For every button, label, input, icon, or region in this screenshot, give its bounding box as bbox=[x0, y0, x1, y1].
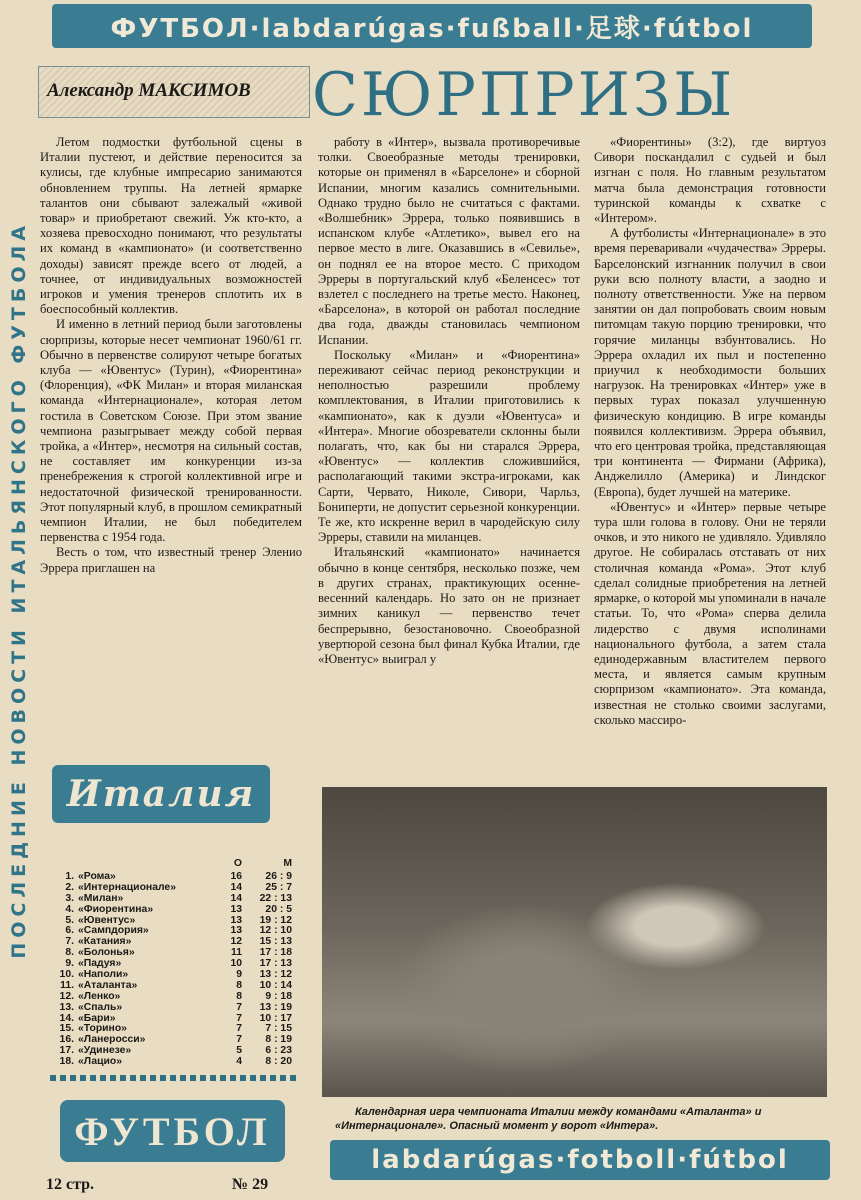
standings-pos: 4. bbox=[65, 903, 74, 915]
standings-team: «Торино» bbox=[78, 1023, 127, 1035]
standings-pts: 7 bbox=[236, 1001, 242, 1013]
standings-goals: 10 : 17 bbox=[259, 1012, 292, 1024]
paragraph: И именно в летний период были заготовлены сюрпризы, которые несет чемпионат 1960/61 гг. Обычно в первенстве солируют четыре богатых клуба — «Ювентус» (Турин), «Фиорентина» (Флоренция), «ФК Милан» и вторая миланская команда «Интернационале», которая летом гостила в Советском Союзе. При этом звание чемпиона разыгрывает между собой первая тройка, а «Интер», несмотря на сильный состав, не составляет им конкуренции из-за пренебрежения к строгой коллективной игре и недостаточной физической тренированности. Этот популярный клуб, в прошлом семикратный чемпион Италии, не был победителем первенства с 1954 года. bbox=[40, 317, 302, 545]
article-column-1 bbox=[40, 135, 302, 735]
standings-team: «Удинезе» bbox=[78, 1045, 132, 1057]
standings-pos: 9. bbox=[65, 958, 74, 970]
table-row bbox=[50, 1057, 300, 1068]
standings-goals: 19 : 12 bbox=[259, 914, 292, 926]
paragraph: Летом подмостки футбольной сцены в Италии пустеют, и действие переносится за кулисы, где клубные импресарио занимаются обновлением труппы. На летней ярмарке талантов они сбывают залежалый «живой товар» и приобретают свежий. Уж кто-кто, а хозяева превосходно понимают, что результаты их команд в «кампионато» (и соответственно доходы) зависят прежде всего от людей, а точнее, от индивидуальных возможностей игроков и умения тренеров сплотить их в боеспособный коллектив. bbox=[40, 135, 302, 317]
standings-team: «Ленко» bbox=[78, 990, 121, 1002]
standings-pos: 2. bbox=[65, 881, 74, 893]
standings-goals: 17 : 13 bbox=[259, 958, 292, 970]
standings-pts: 16 bbox=[230, 871, 242, 882]
article-author: Александр МАКСИМОВ bbox=[47, 80, 251, 101]
points-column-header: О bbox=[233, 858, 242, 869]
standings-pos: 6. bbox=[65, 925, 74, 937]
standings-goals: 6 : 23 bbox=[265, 1045, 292, 1057]
standings-pts: 8 bbox=[236, 979, 242, 991]
issue-number: № 29 bbox=[232, 1176, 269, 1193]
standings-team: «Ланеросси» bbox=[78, 1034, 146, 1046]
paragraph: Весть о том, что известный тренер Эленио Эррера приглашен на bbox=[40, 545, 302, 575]
standings-goals: 25 : 7 bbox=[265, 881, 292, 893]
paragraph: Поскольку «Милан» и «Фиорентина» переживают сейчас период реконструкции и неполностью разрешили проблему комплектования, в Италии приготовились к «кампионато», как к дуэли «Ювентуса» и «Интера». Многие обозреватели склонны были полагать, что, как бы ни старался Эррера, «Ювентус» — коллектив сложившийся, располагающий такими экстра-игроками, как Сарти, Червато, Николе, Сивори, Чарльз, Бониперти, не допустит серьезной конкуренции. Те же, кто искренне верил в чародейскую силу Эрреры, ставили на миланцев. bbox=[318, 347, 580, 545]
standings-pts: 7 bbox=[236, 1034, 242, 1046]
standings-pos: 18. bbox=[59, 1056, 74, 1068]
standings-goals: 9 : 18 bbox=[265, 990, 292, 1002]
standings-pts: 10 bbox=[230, 958, 242, 970]
standings-table bbox=[50, 858, 300, 1068]
standings-pts: 4 bbox=[236, 1056, 242, 1068]
standings-pts: 13 bbox=[230, 903, 242, 915]
standings-pts: 14 bbox=[230, 892, 242, 904]
photo-caption: Календарная игра чемпионата Италии между командами «Аталанта» и «Интернационале». Опасный момент у ворот «Интера». bbox=[335, 1106, 762, 1132]
standings-pts: 7 bbox=[236, 1023, 242, 1035]
standings-pos: 16. bbox=[59, 1034, 74, 1046]
standings-pts: 5 bbox=[236, 1045, 242, 1057]
standings-goals: 7 : 15 bbox=[265, 1023, 292, 1035]
standings-team: «Фиорентина» bbox=[78, 903, 154, 915]
standings-pts: 9 bbox=[236, 969, 242, 981]
page-number: 12 стр. bbox=[46, 1176, 95, 1193]
standings-team: «Сампдория» bbox=[78, 925, 149, 937]
article-column-2 bbox=[318, 135, 580, 775]
standings-team: «Ювентус» bbox=[78, 914, 136, 926]
football-magazine-logo: ФУТБОЛ bbox=[60, 1100, 285, 1162]
standings-pts: 14 bbox=[230, 881, 242, 893]
standings-team: «Интернационале» bbox=[78, 881, 176, 893]
standings-goals: 13 : 19 bbox=[259, 1001, 292, 1013]
goals-column-header: М bbox=[283, 858, 292, 869]
standings-goals: 15 : 13 bbox=[259, 936, 292, 948]
standings-goals: 13 : 12 bbox=[259, 969, 292, 981]
standings-team: «Наполи» bbox=[78, 969, 129, 981]
standings-pos: 13. bbox=[59, 1001, 74, 1013]
decorative-divider bbox=[50, 1075, 300, 1081]
standings-goals: 8 : 20 bbox=[265, 1056, 292, 1068]
standings-team: «Рома» bbox=[78, 871, 116, 882]
standings-goals: 8 : 19 bbox=[265, 1034, 292, 1046]
standings-team: «Катания» bbox=[78, 936, 132, 948]
standings-pts: 12 bbox=[230, 936, 242, 948]
standings-goals: 26 : 9 bbox=[265, 871, 292, 882]
standings-pos: 15. bbox=[59, 1023, 74, 1035]
standings-rows bbox=[50, 872, 300, 1068]
standings-goals: 20 : 5 bbox=[265, 903, 292, 915]
standings-pts: 13 bbox=[230, 914, 242, 926]
table-row bbox=[50, 1003, 300, 1014]
standings-team: «Болонья» bbox=[78, 947, 135, 959]
standings-pos: 17. bbox=[59, 1045, 74, 1057]
author-box bbox=[38, 66, 310, 118]
standings-pts: 13 bbox=[230, 925, 242, 937]
standings-pos: 3. bbox=[65, 892, 74, 904]
side-rubric-text: ПОСЛЕДНИЕ НОВОСТИ ИТАЛЬЯНСКОГО ФУТБОЛА bbox=[8, 221, 30, 959]
standings-pos: 10. bbox=[59, 969, 74, 981]
paragraph: «Ювентус» и «Интер» первые четыре тура шли голова в голову. Они не теряли очков, и это никого не удивляло. Удивляло другое. Не собиралась отставать от них столичная команда «Рома». Этот клуб сделал солидные приобретения на летней ярмарке, о которой мы упоминали в начале статьи. То, что «Рома» сперва делила лидерство с двумя исполинами национального футбола, а затем стала единодержавным властителем первого места, и является самым крупным сюрпризом «кампионато». Эта команда, известная не столько своими заслугами, сколько массиро- bbox=[594, 499, 826, 727]
standings-goals: 10 : 14 bbox=[259, 979, 292, 991]
standings-pos: 7. bbox=[65, 936, 74, 948]
bottom-language-banner: labdarúgas·fotboll·fútbol bbox=[330, 1140, 830, 1180]
standings-pos: 14. bbox=[59, 1012, 74, 1024]
standings-team: «Спаль» bbox=[78, 1001, 123, 1013]
multilingual-football-banner: ФУТБОЛ·labdarúgas·fußball·足球·fútbol bbox=[52, 4, 812, 48]
standings-goals: 17 : 18 bbox=[259, 947, 292, 959]
side-rubric bbox=[6, 95, 32, 1085]
match-photo bbox=[322, 787, 827, 1097]
standings-team: «Падуя» bbox=[78, 958, 122, 970]
standings-pts: 11 bbox=[231, 947, 242, 959]
table-row bbox=[50, 905, 300, 916]
standings-goals: 22 : 13 bbox=[259, 892, 292, 904]
standings-pos: 12. bbox=[59, 990, 74, 1002]
standings-pos: 1. bbox=[65, 871, 74, 882]
standings-pos: 5. bbox=[65, 914, 74, 926]
standings-heading: Италия bbox=[52, 765, 270, 823]
standings-team: «Бари» bbox=[78, 1012, 116, 1024]
paragraph: Итальянский «кампионато» начинается обычно в конце сентября, несколько позже, чем в других странах, практикующих осенне-весенний календарь. Но зато он не признает зимних каникул — первенство течет беспрерывно, безостановочно. Своеобразной увертюрой сезона был финал Кубка Италии, где «Ювентус» выиграл у bbox=[318, 545, 580, 666]
paragraph: А футболисты «Интернационале» в это время переваривали «чудачества» Эрреры. Барселонский изгнанник получил в свои руки всю полноту власти, а заодно и полноту ответственности. Уже на первом занятии он дал попробовать своим новым питомцам такую порцию тренировки, что горячие миланцы взбунтовались. Но Эррера охладил их пыл и постепенно приучил к необходимости больших нагрузок. На тренировках «Интер» уже в первых турах показал улучшенную физическую кондицию. В игре команды появился коллективизм. Эррера объявил, что его центровая тройка, представляющая три континента — Фирмани (Африка), Анджелилло (Америка) и Линдског (Европа), будет лучшей на материке. bbox=[594, 226, 826, 499]
standings-team: «Милан» bbox=[78, 892, 124, 904]
standings-pts: 8 bbox=[236, 990, 242, 1002]
standings-goals: 12 : 10 bbox=[259, 925, 292, 937]
standings-pos: 8. bbox=[65, 947, 74, 959]
article-title: СЮРПРИЗЫ bbox=[312, 60, 736, 130]
paragraph: «Фиорентины» (3:2), где виртуоз Сивори поскандалил с судьей и был изгнан с поля. Но главным результатом матча была демонстрация готовности туринской команды к схватке с «Интером». bbox=[594, 135, 826, 226]
standings-team: «Аталанта» bbox=[78, 979, 138, 991]
article-column-3 bbox=[594, 135, 826, 795]
standings-pos: 11. bbox=[60, 979, 74, 991]
standings-team: «Лацио» bbox=[78, 1056, 123, 1068]
paragraph: работу в «Интер», вызвала противоречивые толки. Своеобразные методы тренировки, которые он применял в «Барселоне» и сборной Испании, многим казались сомнительными. Однако трудно было не считаться с фактами. «Волшебник» Эррера, только появившись в испанском клубе «Атлетико», вывел его на первое место в лиге. Оказавшись в «Севилье», он поднял ее на второе место. С приходом Эрреры в португальский клуб «Беленсес» тот взлетел с последнего на третье место. Наконец, «Барселона», в которой он работал последние два года, дважды становилась чемпионом Испании. bbox=[318, 135, 580, 347]
standings-header bbox=[50, 858, 300, 872]
standings-pts: 7 bbox=[236, 1012, 242, 1024]
